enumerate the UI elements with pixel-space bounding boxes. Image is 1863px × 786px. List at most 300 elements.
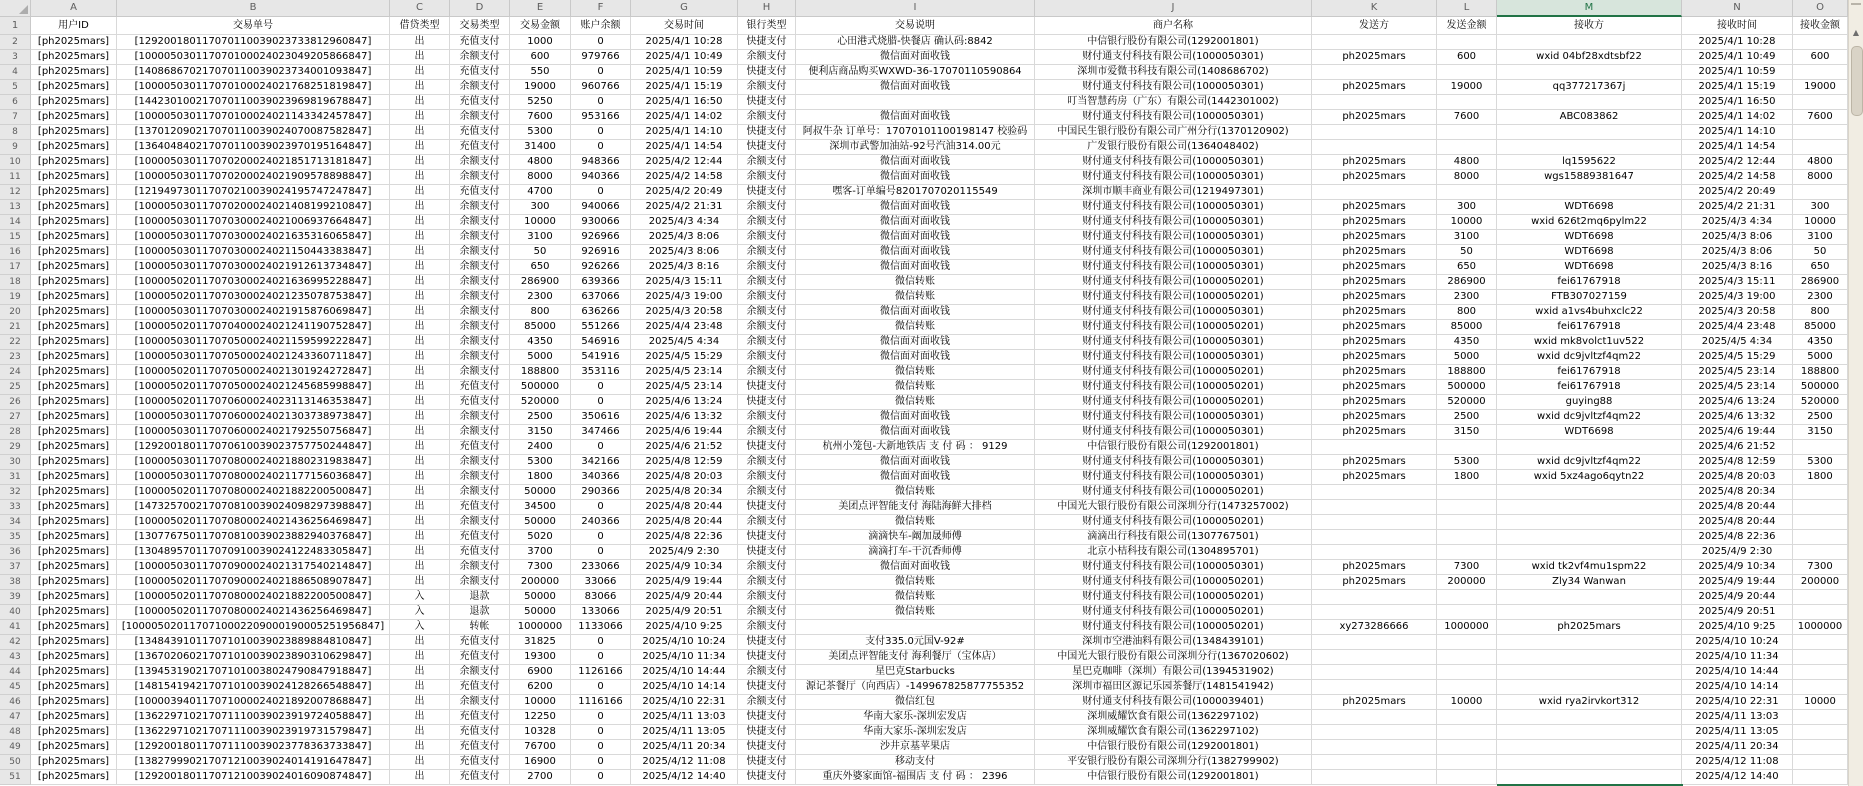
cell-J40[interactable]: 财付通支付科技有限公司(1000050201) bbox=[1035, 605, 1312, 620]
cell-O12[interactable] bbox=[1793, 185, 1848, 200]
cell-M9[interactable] bbox=[1497, 140, 1682, 155]
cell-D48[interactable]: 充值支付 bbox=[450, 725, 510, 740]
cell-C8[interactable]: 出 bbox=[390, 125, 450, 140]
cell-O11[interactable]: 8000 bbox=[1793, 170, 1848, 185]
cell-D11[interactable]: 余额支付 bbox=[450, 170, 510, 185]
cell-I29[interactable]: 杭州小笼包-大新地铁店 支 付 码 ： 9129 bbox=[796, 440, 1035, 455]
cell-D30[interactable]: 余额支付 bbox=[450, 455, 510, 470]
cell-L34[interactable] bbox=[1437, 515, 1497, 530]
cell-G50[interactable]: 2025/4/12 11:08 bbox=[631, 755, 738, 770]
cell-H45[interactable]: 快捷支付 bbox=[738, 680, 796, 695]
cell-J16[interactable]: 财付通支付科技有限公司(1000050301) bbox=[1035, 245, 1312, 260]
cell-C39[interactable]: 入 bbox=[390, 590, 450, 605]
cell-N27[interactable]: 2025/4/6 13:32 bbox=[1682, 410, 1793, 425]
cell-O23[interactable]: 5000 bbox=[1793, 350, 1848, 365]
cell-M39[interactable] bbox=[1497, 590, 1682, 605]
cell-B9[interactable]: [136404840217070110039023970195164847] bbox=[117, 140, 390, 155]
cell-O22[interactable]: 4350 bbox=[1793, 335, 1848, 350]
cell-F20[interactable]: 636266 bbox=[571, 305, 631, 320]
cell-D6[interactable]: 充值支付 bbox=[450, 95, 510, 110]
cell-E4[interactable]: 550 bbox=[510, 65, 571, 80]
cell-L31[interactable]: 1800 bbox=[1437, 470, 1497, 485]
cell-J50[interactable]: 平安银行股份有限公司深圳分行(1382799902) bbox=[1035, 755, 1312, 770]
cell-F19[interactable]: 637066 bbox=[571, 290, 631, 305]
cell-J33[interactable]: 中国光大银行股份有限公司深圳分行(1473257002) bbox=[1035, 500, 1312, 515]
cell-E31[interactable]: 1800 bbox=[510, 470, 571, 485]
cell-G22[interactable]: 2025/4/5 4:34 bbox=[631, 335, 738, 350]
cell-K29[interactable] bbox=[1312, 440, 1437, 455]
cell-D19[interactable]: 余额支付 bbox=[450, 290, 510, 305]
cell-N24[interactable]: 2025/4/5 23:14 bbox=[1682, 365, 1793, 380]
cell-G37[interactable]: 2025/4/9 10:34 bbox=[631, 560, 738, 575]
cell-E18[interactable]: 286900 bbox=[510, 275, 571, 290]
cell-H17[interactable]: 余额支付 bbox=[738, 260, 796, 275]
cell-A46[interactable]: [ph2025mars] bbox=[31, 695, 117, 710]
cell-K48[interactable] bbox=[1312, 725, 1437, 740]
cell-A40[interactable]: [ph2025mars] bbox=[31, 605, 117, 620]
cell-D9[interactable]: 充值支付 bbox=[450, 140, 510, 155]
cell-E3[interactable]: 600 bbox=[510, 50, 571, 65]
cell-G44[interactable]: 2025/4/10 14:44 bbox=[631, 665, 738, 680]
cell-J43[interactable]: 中国光大银行股份有限公司深圳分行(1367020602) bbox=[1035, 650, 1312, 665]
cell-D7[interactable]: 余额支付 bbox=[450, 110, 510, 125]
cell-G29[interactable]: 2025/4/6 21:52 bbox=[631, 440, 738, 455]
cell-G34[interactable]: 2025/4/8 20:44 bbox=[631, 515, 738, 530]
cell-A33[interactable]: [ph2025mars] bbox=[31, 500, 117, 515]
cell-F37[interactable]: 233066 bbox=[571, 560, 631, 575]
cell-B36[interactable]: [130489570117070910039024122483305847] bbox=[117, 545, 390, 560]
cell-F18[interactable]: 639366 bbox=[571, 275, 631, 290]
cell-G19[interactable]: 2025/4/3 19:00 bbox=[631, 290, 738, 305]
cell-I50[interactable]: 移动支付 bbox=[796, 755, 1035, 770]
cell-A48[interactable]: [ph2025mars] bbox=[31, 725, 117, 740]
cell-C34[interactable]: 出 bbox=[390, 515, 450, 530]
row-number-10[interactable]: 10 bbox=[0, 155, 31, 170]
cell-A4[interactable]: [ph2025mars] bbox=[31, 65, 117, 80]
cell-B33[interactable]: [147325700217070810039024098297398847] bbox=[117, 500, 390, 515]
cell-I21[interactable]: 微信转账 bbox=[796, 320, 1035, 335]
cell-J17[interactable]: 财付通支付科技有限公司(1000050301) bbox=[1035, 260, 1312, 275]
cell-H31[interactable]: 余额支付 bbox=[738, 470, 796, 485]
cell-C27[interactable]: 出 bbox=[390, 410, 450, 425]
cell-F32[interactable]: 290366 bbox=[571, 485, 631, 500]
cell-D41[interactable]: 转帐 bbox=[450, 620, 510, 635]
cell-H30[interactable]: 余额支付 bbox=[738, 455, 796, 470]
cell-E38[interactable]: 200000 bbox=[510, 575, 571, 590]
cell-H42[interactable]: 快捷支付 bbox=[738, 635, 796, 650]
cell-A49[interactable]: [ph2025mars] bbox=[31, 740, 117, 755]
cell-F40[interactable]: 133066 bbox=[571, 605, 631, 620]
cell-J15[interactable]: 财付通支付科技有限公司(1000050301) bbox=[1035, 230, 1312, 245]
cell-F49[interactable]: 0 bbox=[571, 740, 631, 755]
field-title-H[interactable]: 银行类型 bbox=[738, 17, 796, 35]
cell-B26[interactable]: [100005020117070600024023113146353847] bbox=[117, 395, 390, 410]
cell-B23[interactable]: [100005030117070500024021243360711847] bbox=[117, 350, 390, 365]
cell-M5[interactable]: qq377217367j bbox=[1497, 80, 1682, 95]
cell-N28[interactable]: 2025/4/6 19:44 bbox=[1682, 425, 1793, 440]
cell-H50[interactable]: 快捷支付 bbox=[738, 755, 796, 770]
column-header-B[interactable]: B bbox=[117, 0, 390, 17]
cell-G27[interactable]: 2025/4/6 13:32 bbox=[631, 410, 738, 425]
row-number-14[interactable]: 14 bbox=[0, 215, 31, 230]
cell-L24[interactable]: 188800 bbox=[1437, 365, 1497, 380]
cell-C29[interactable]: 出 bbox=[390, 440, 450, 455]
cell-N36[interactable]: 2025/4/9 2:30 bbox=[1682, 545, 1793, 560]
cell-L12[interactable] bbox=[1437, 185, 1497, 200]
column-header-N[interactable]: N bbox=[1682, 0, 1793, 17]
cell-N38[interactable]: 2025/4/9 19:44 bbox=[1682, 575, 1793, 590]
cell-N17[interactable]: 2025/4/3 8:16 bbox=[1682, 260, 1793, 275]
cell-N15[interactable]: 2025/4/3 8:06 bbox=[1682, 230, 1793, 245]
cell-A16[interactable]: [ph2025mars] bbox=[31, 245, 117, 260]
cell-M22[interactable]: wxid mk8volct1uv522 bbox=[1497, 335, 1682, 350]
cell-J36[interactable]: 北京小桔科技有限公司(1304895701) bbox=[1035, 545, 1312, 560]
cell-I10[interactable]: 微信面对面收钱 bbox=[796, 155, 1035, 170]
cell-I19[interactable]: 微信转账 bbox=[796, 290, 1035, 305]
cell-O8[interactable] bbox=[1793, 125, 1848, 140]
cell-D47[interactable]: 充值支付 bbox=[450, 710, 510, 725]
row-number-21[interactable]: 21 bbox=[0, 320, 31, 335]
cell-H27[interactable]: 余额支付 bbox=[738, 410, 796, 425]
cell-N48[interactable]: 2025/4/11 13:05 bbox=[1682, 725, 1793, 740]
cell-C7[interactable]: 出 bbox=[390, 110, 450, 125]
cell-G42[interactable]: 2025/4/10 10:24 bbox=[631, 635, 738, 650]
field-title-C[interactable]: 借贷类型 bbox=[390, 17, 450, 35]
cell-G38[interactable]: 2025/4/9 19:44 bbox=[631, 575, 738, 590]
cell-C12[interactable]: 出 bbox=[390, 185, 450, 200]
cell-M45[interactable] bbox=[1497, 680, 1682, 695]
cell-J13[interactable]: 财付通支付科技有限公司(1000050301) bbox=[1035, 200, 1312, 215]
cell-J12[interactable]: 深圳市顺丰商业有限公司(1219497301) bbox=[1035, 185, 1312, 200]
cell-L39[interactable] bbox=[1437, 590, 1497, 605]
row-number-11[interactable]: 11 bbox=[0, 170, 31, 185]
cell-L10[interactable]: 4800 bbox=[1437, 155, 1497, 170]
cell-B38[interactable]: [100005020117070900024021886508907847] bbox=[117, 575, 390, 590]
cell-N5[interactable]: 2025/4/1 15:19 bbox=[1682, 80, 1793, 95]
row-number-31[interactable]: 31 bbox=[0, 470, 31, 485]
cell-B25[interactable]: [100005020117070500024021245685998847] bbox=[117, 380, 390, 395]
cell-M32[interactable] bbox=[1497, 485, 1682, 500]
cell-D38[interactable]: 余额支付 bbox=[450, 575, 510, 590]
cell-C26[interactable]: 出 bbox=[390, 395, 450, 410]
cell-K30[interactable]: ph2025mars bbox=[1312, 455, 1437, 470]
cell-M33[interactable] bbox=[1497, 500, 1682, 515]
cell-M4[interactable] bbox=[1497, 65, 1682, 80]
cell-J25[interactable]: 财付通支付科技有限公司(1000050201) bbox=[1035, 380, 1312, 395]
field-title-F[interactable]: 账户余额 bbox=[571, 17, 631, 35]
cell-C17[interactable]: 出 bbox=[390, 260, 450, 275]
cell-A32[interactable]: [ph2025mars] bbox=[31, 485, 117, 500]
cell-O42[interactable] bbox=[1793, 635, 1848, 650]
cell-O51[interactable] bbox=[1793, 770, 1848, 785]
cell-M21[interactable]: fei61767918 bbox=[1497, 320, 1682, 335]
cell-C44[interactable]: 出 bbox=[390, 665, 450, 680]
cell-I49[interactable]: 沙井京基苹果店 bbox=[796, 740, 1035, 755]
cell-A20[interactable]: [ph2025mars] bbox=[31, 305, 117, 320]
cell-K32[interactable] bbox=[1312, 485, 1437, 500]
cell-M31[interactable]: wxid 5xz4ago6qytn22 bbox=[1497, 470, 1682, 485]
cell-D4[interactable]: 充值支付 bbox=[450, 65, 510, 80]
cell-H23[interactable]: 余额支付 bbox=[738, 350, 796, 365]
cell-E42[interactable]: 31825 bbox=[510, 635, 571, 650]
cell-G32[interactable]: 2025/4/8 20:34 bbox=[631, 485, 738, 500]
cell-B12[interactable]: [121949730117070210039024195747247847] bbox=[117, 185, 390, 200]
cell-L32[interactable] bbox=[1437, 485, 1497, 500]
cell-C10[interactable]: 出 bbox=[390, 155, 450, 170]
row-number-49[interactable]: 49 bbox=[0, 740, 31, 755]
cell-E34[interactable]: 50000 bbox=[510, 515, 571, 530]
cell-F2[interactable]: 0 bbox=[571, 35, 631, 50]
cell-J29[interactable]: 中信银行股份有限公司(1292001801) bbox=[1035, 440, 1312, 455]
cell-C2[interactable]: 出 bbox=[390, 35, 450, 50]
cell-L14[interactable]: 10000 bbox=[1437, 215, 1497, 230]
vertical-scrollbar[interactable] bbox=[1848, 0, 1863, 786]
cell-L36[interactable] bbox=[1437, 545, 1497, 560]
cell-I27[interactable]: 微信面对面收钱 bbox=[796, 410, 1035, 425]
cell-K6[interactable] bbox=[1312, 95, 1437, 110]
cell-L9[interactable] bbox=[1437, 140, 1497, 155]
cell-C14[interactable]: 出 bbox=[390, 215, 450, 230]
cell-G12[interactable]: 2025/4/2 20:49 bbox=[631, 185, 738, 200]
cell-H36[interactable]: 快捷支付 bbox=[738, 545, 796, 560]
cell-H6[interactable]: 快捷支付 bbox=[738, 95, 796, 110]
cell-A18[interactable]: [ph2025mars] bbox=[31, 275, 117, 290]
cell-K34[interactable] bbox=[1312, 515, 1437, 530]
cell-O5[interactable]: 19000 bbox=[1793, 80, 1848, 95]
cell-L11[interactable]: 8000 bbox=[1437, 170, 1497, 185]
cell-F27[interactable]: 350616 bbox=[571, 410, 631, 425]
cell-A11[interactable]: [ph2025mars] bbox=[31, 170, 117, 185]
cell-M3[interactable]: wxid 04bf28xdtsbf22 bbox=[1497, 50, 1682, 65]
cell-K43[interactable] bbox=[1312, 650, 1437, 665]
cell-D18[interactable]: 余额支付 bbox=[450, 275, 510, 290]
cell-A21[interactable]: [ph2025mars] bbox=[31, 320, 117, 335]
column-header-L[interactable]: L bbox=[1437, 0, 1497, 17]
cell-L40[interactable] bbox=[1437, 605, 1497, 620]
cell-L38[interactable]: 200000 bbox=[1437, 575, 1497, 590]
cell-C51[interactable]: 出 bbox=[390, 770, 450, 785]
cell-G45[interactable]: 2025/4/10 14:14 bbox=[631, 680, 738, 695]
cell-E26[interactable]: 520000 bbox=[510, 395, 571, 410]
cell-O43[interactable] bbox=[1793, 650, 1848, 665]
cell-F43[interactable]: 0 bbox=[571, 650, 631, 665]
cell-I33[interactable]: 美团点评智能支付 海陆海鲜大排档 bbox=[796, 500, 1035, 515]
cell-O36[interactable] bbox=[1793, 545, 1848, 560]
cell-E8[interactable]: 5300 bbox=[510, 125, 571, 140]
cell-A19[interactable]: [ph2025mars] bbox=[31, 290, 117, 305]
cell-B18[interactable]: [100005020117070300024021636995228847] bbox=[117, 275, 390, 290]
cell-E39[interactable]: 50000 bbox=[510, 590, 571, 605]
cell-A28[interactable]: [ph2025mars] bbox=[31, 425, 117, 440]
cell-B14[interactable]: [100005030117070300024021006937664847] bbox=[117, 215, 390, 230]
cell-A13[interactable]: [ph2025mars] bbox=[31, 200, 117, 215]
cell-H51[interactable]: 快捷支付 bbox=[738, 770, 796, 785]
cell-I25[interactable]: 微信转账 bbox=[796, 380, 1035, 395]
cell-L42[interactable] bbox=[1437, 635, 1497, 650]
cell-E11[interactable]: 8000 bbox=[510, 170, 571, 185]
cell-A25[interactable]: [ph2025mars] bbox=[31, 380, 117, 395]
cell-K5[interactable]: ph2025mars bbox=[1312, 80, 1437, 95]
cell-A34[interactable]: [ph2025mars] bbox=[31, 515, 117, 530]
cell-C25[interactable]: 出 bbox=[390, 380, 450, 395]
cell-A2[interactable]: [ph2025mars] bbox=[31, 35, 117, 50]
cell-O24[interactable]: 188800 bbox=[1793, 365, 1848, 380]
row-number-25[interactable]: 25 bbox=[0, 380, 31, 395]
row-number-39[interactable]: 39 bbox=[0, 590, 31, 605]
cell-I32[interactable]: 微信转账 bbox=[796, 485, 1035, 500]
cell-B8[interactable]: [137012090217070110039024070087582847] bbox=[117, 125, 390, 140]
cell-I18[interactable]: 微信转账 bbox=[796, 275, 1035, 290]
cell-O38[interactable]: 200000 bbox=[1793, 575, 1848, 590]
cell-C43[interactable]: 出 bbox=[390, 650, 450, 665]
cell-N39[interactable]: 2025/4/9 20:44 bbox=[1682, 590, 1793, 605]
cell-B7[interactable]: [100005030117070100024021143342457847] bbox=[117, 110, 390, 125]
cell-I6[interactable] bbox=[796, 95, 1035, 110]
cell-E19[interactable]: 2300 bbox=[510, 290, 571, 305]
cell-F29[interactable]: 0 bbox=[571, 440, 631, 455]
cell-C24[interactable]: 出 bbox=[390, 365, 450, 380]
cell-I48[interactable]: 华南大家乐-深圳宏发店 bbox=[796, 725, 1035, 740]
cell-J24[interactable]: 财付通支付科技有限公司(1000050201) bbox=[1035, 365, 1312, 380]
cell-H34[interactable]: 余额支付 bbox=[738, 515, 796, 530]
cell-D15[interactable]: 余额支付 bbox=[450, 230, 510, 245]
cell-G11[interactable]: 2025/4/2 14:58 bbox=[631, 170, 738, 185]
cell-M46[interactable]: wxid rya2irvkort312 bbox=[1497, 695, 1682, 710]
cell-B31[interactable]: [100005030117070800024021177156036847] bbox=[117, 470, 390, 485]
cell-K8[interactable] bbox=[1312, 125, 1437, 140]
cell-O37[interactable]: 7300 bbox=[1793, 560, 1848, 575]
cell-M44[interactable] bbox=[1497, 665, 1682, 680]
row-number-18[interactable]: 18 bbox=[0, 275, 31, 290]
cell-H5[interactable]: 余额支付 bbox=[738, 80, 796, 95]
cell-K14[interactable]: ph2025mars bbox=[1312, 215, 1437, 230]
cell-K12[interactable] bbox=[1312, 185, 1437, 200]
cell-C32[interactable]: 出 bbox=[390, 485, 450, 500]
cell-G46[interactable]: 2025/4/10 22:31 bbox=[631, 695, 738, 710]
cell-J34[interactable]: 财付通支付科技有限公司(1000050201) bbox=[1035, 515, 1312, 530]
cell-M23[interactable]: wxid dc9jvltzf4qm22 bbox=[1497, 350, 1682, 365]
cell-E10[interactable]: 4800 bbox=[510, 155, 571, 170]
cell-D34[interactable]: 余额支付 bbox=[450, 515, 510, 530]
cell-F3[interactable]: 979766 bbox=[571, 50, 631, 65]
scrollbar-split-handle[interactable] bbox=[1851, 3, 1861, 5]
cell-H29[interactable]: 快捷支付 bbox=[738, 440, 796, 455]
cell-N34[interactable]: 2025/4/8 20:44 bbox=[1682, 515, 1793, 530]
row-number-3[interactable]: 3 bbox=[0, 50, 31, 65]
cell-K23[interactable]: ph2025mars bbox=[1312, 350, 1437, 365]
cell-M38[interactable]: Zly34 Wanwan bbox=[1497, 575, 1682, 590]
cell-H11[interactable]: 余额支付 bbox=[738, 170, 796, 185]
row-number-50[interactable]: 50 bbox=[0, 755, 31, 770]
cell-B16[interactable]: [100005030117070300024021150443383847] bbox=[117, 245, 390, 260]
row-number-8[interactable]: 8 bbox=[0, 125, 31, 140]
cell-J37[interactable]: 财付通支付科技有限公司(1000050301) bbox=[1035, 560, 1312, 575]
cell-N44[interactable]: 2025/4/10 14:44 bbox=[1682, 665, 1793, 680]
row-number-35[interactable]: 35 bbox=[0, 530, 31, 545]
cell-K41[interactable]: xy273286666 bbox=[1312, 620, 1437, 635]
cell-G24[interactable]: 2025/4/5 23:14 bbox=[631, 365, 738, 380]
cell-H35[interactable]: 快捷支付 bbox=[738, 530, 796, 545]
cell-L51[interactable] bbox=[1437, 770, 1497, 785]
cell-N50[interactable]: 2025/4/12 11:08 bbox=[1682, 755, 1793, 770]
cell-M34[interactable] bbox=[1497, 515, 1682, 530]
cell-O29[interactable] bbox=[1793, 440, 1848, 455]
cell-L20[interactable]: 800 bbox=[1437, 305, 1497, 320]
cell-O3[interactable]: 600 bbox=[1793, 50, 1848, 65]
cell-G43[interactable]: 2025/4/10 11:34 bbox=[631, 650, 738, 665]
cell-H43[interactable]: 快捷支付 bbox=[738, 650, 796, 665]
cell-E2[interactable]: 1000 bbox=[510, 35, 571, 50]
cell-E20[interactable]: 800 bbox=[510, 305, 571, 320]
cell-M37[interactable]: wxid tk2vf4mu1spm22 bbox=[1497, 560, 1682, 575]
cell-N35[interactable]: 2025/4/8 22:36 bbox=[1682, 530, 1793, 545]
field-title-L[interactable]: 发送金额 bbox=[1437, 17, 1497, 35]
cell-O35[interactable] bbox=[1793, 530, 1848, 545]
cell-B45[interactable]: [148154194217071010039024128266548847] bbox=[117, 680, 390, 695]
cell-H44[interactable]: 余额支付 bbox=[738, 665, 796, 680]
cell-A23[interactable]: [ph2025mars] bbox=[31, 350, 117, 365]
cell-M17[interactable]: WDT6698 bbox=[1497, 260, 1682, 275]
cell-A38[interactable]: [ph2025mars] bbox=[31, 575, 117, 590]
cell-O20[interactable]: 800 bbox=[1793, 305, 1848, 320]
cell-D33[interactable]: 充值支付 bbox=[450, 500, 510, 515]
cell-E22[interactable]: 4350 bbox=[510, 335, 571, 350]
cell-E12[interactable]: 4700 bbox=[510, 185, 571, 200]
cell-K13[interactable]: ph2025mars bbox=[1312, 200, 1437, 215]
cell-I11[interactable]: 微信面对面收钱 bbox=[796, 170, 1035, 185]
cell-G4[interactable]: 2025/4/1 10:59 bbox=[631, 65, 738, 80]
cell-J42[interactable]: 深圳市空港油料有限公司(1348439101) bbox=[1035, 635, 1312, 650]
cell-O41[interactable]: 1000000 bbox=[1793, 620, 1848, 635]
cell-N2[interactable]: 2025/4/1 10:28 bbox=[1682, 35, 1793, 50]
field-title-K[interactable]: 发送方 bbox=[1312, 17, 1437, 35]
cell-D37[interactable]: 余额支付 bbox=[450, 560, 510, 575]
cell-B51[interactable]: [129200180117071210039024016090874847] bbox=[117, 770, 390, 785]
cell-F35[interactable]: 0 bbox=[571, 530, 631, 545]
cell-L50[interactable] bbox=[1437, 755, 1497, 770]
cell-C30[interactable]: 出 bbox=[390, 455, 450, 470]
cell-I13[interactable]: 微信面对面收钱 bbox=[796, 200, 1035, 215]
cell-H14[interactable]: 余额支付 bbox=[738, 215, 796, 230]
cell-C37[interactable]: 出 bbox=[390, 560, 450, 575]
cell-M49[interactable] bbox=[1497, 740, 1682, 755]
cell-F15[interactable]: 926966 bbox=[571, 230, 631, 245]
cell-B48[interactable]: [136229710217071110039023919731579847] bbox=[117, 725, 390, 740]
cell-M27[interactable]: wxid dc9jvltzf4qm22 bbox=[1497, 410, 1682, 425]
cell-M28[interactable]: WDT6698 bbox=[1497, 425, 1682, 440]
cell-J47[interactable]: 深圳威耀饮食有限公司(1362297102) bbox=[1035, 710, 1312, 725]
cell-J44[interactable]: 星巴克咖啡（深圳）有限公司(1394531902) bbox=[1035, 665, 1312, 680]
cell-C23[interactable]: 出 bbox=[390, 350, 450, 365]
row-number-47[interactable]: 47 bbox=[0, 710, 31, 725]
row-number-30[interactable]: 30 bbox=[0, 455, 31, 470]
cell-O34[interactable] bbox=[1793, 515, 1848, 530]
cell-B46[interactable]: [100003940117071000024021892007868847] bbox=[117, 695, 390, 710]
cell-E44[interactable]: 6900 bbox=[510, 665, 571, 680]
cell-H10[interactable]: 余额支付 bbox=[738, 155, 796, 170]
cell-A8[interactable]: [ph2025mars] bbox=[31, 125, 117, 140]
cell-D12[interactable]: 充值支付 bbox=[450, 185, 510, 200]
cell-L33[interactable] bbox=[1437, 500, 1497, 515]
cell-I9[interactable]: 深圳市武警加油站-92号汽油314.00元 bbox=[796, 140, 1035, 155]
cell-J45[interactable]: 深圳市福田区源记乐园茶餐厅(1481541942) bbox=[1035, 680, 1312, 695]
cell-H4[interactable]: 快捷支付 bbox=[738, 65, 796, 80]
cell-L28[interactable]: 3150 bbox=[1437, 425, 1497, 440]
cell-C21[interactable]: 出 bbox=[390, 320, 450, 335]
cell-C35[interactable]: 出 bbox=[390, 530, 450, 545]
cell-D32[interactable]: 余额支付 bbox=[450, 485, 510, 500]
cell-N30[interactable]: 2025/4/8 12:59 bbox=[1682, 455, 1793, 470]
